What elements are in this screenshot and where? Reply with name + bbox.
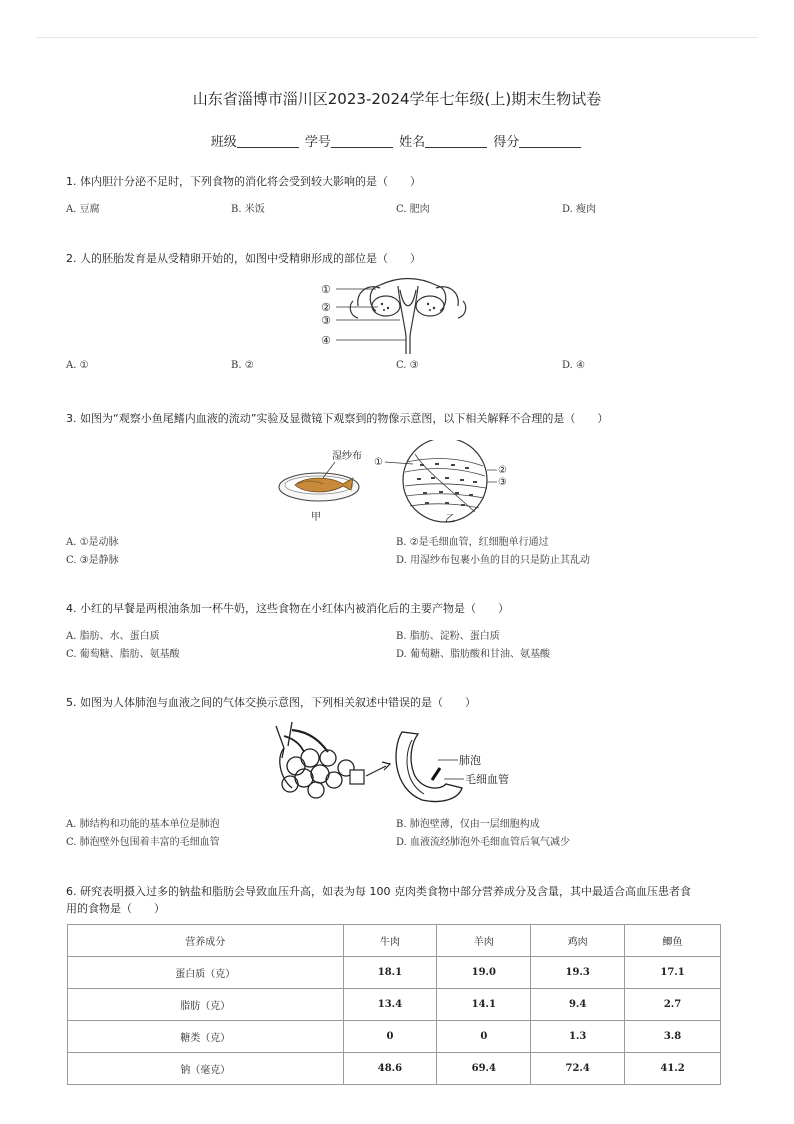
- table-row: [68, 1021, 721, 1053]
- class-label: 班级: [210, 135, 237, 150]
- q2-option-d[interactable]: D. ④: [562, 360, 585, 371]
- header-divider: [36, 37, 758, 38]
- q1-option-d[interactable]: D. 瘦肉: [562, 204, 597, 215]
- table-cell: 72.4: [531, 1053, 625, 1085]
- table-cell: 9.4: [531, 989, 625, 1021]
- question-2-stem: 2. 人的胚胎发育是从受精卵开始的，如图中受精卵形成的部位是（ ）: [66, 252, 421, 265]
- q4-option-c[interactable]: C. 葡萄糖、脂肪、氨基酸: [66, 649, 180, 660]
- q5-option-a[interactable]: A. 肺结构和功能的基本单位是肺泡: [66, 819, 220, 830]
- q3-option-a[interactable]: A. ①是动脉: [66, 537, 119, 548]
- score-label: 得分: [493, 135, 520, 150]
- q3-option-b[interactable]: B. ②是毛细血管，红细胞单行通过: [396, 537, 549, 548]
- fig3-label-1: ①: [374, 457, 383, 468]
- question-1-stem: 1. 体内胆汁分泌不足时，下列食物的消化将会受到较大影响的是（ ）: [66, 175, 421, 188]
- alveolus-gas-exchange-diagram: [262, 718, 532, 810]
- q3-option-c[interactable]: C. ③是静脉: [66, 555, 119, 566]
- table-row-label: 钠（毫克）: [68, 1053, 344, 1085]
- student-id-label: 学号: [304, 135, 331, 150]
- table-cell: 18.1: [343, 957, 437, 989]
- table-header-row: [68, 925, 721, 957]
- fig2-label-4: ④: [321, 334, 331, 347]
- q4-option-b[interactable]: B. 脂肪、淀粉、蛋白质: [396, 631, 500, 642]
- class-blank[interactable]: [237, 135, 299, 148]
- table-cell: 69.4: [437, 1053, 531, 1085]
- table-header-cell: 鲫鱼: [625, 925, 721, 957]
- question-3-stem: 3. 如图为“观察小鱼尾鳍内血液的流动”实验及显微镜下观察到的物像示意图，以下相关解释不合理的是（ ）: [66, 412, 609, 425]
- name-blank[interactable]: [425, 135, 487, 148]
- table-row-label: 蛋白质（克）: [68, 957, 344, 989]
- q4-option-a[interactable]: A. 脂肪、水、蛋白质: [66, 631, 160, 642]
- fig2-label-3: ③: [321, 314, 331, 327]
- table-cell: 17.1: [625, 957, 721, 989]
- q1-option-b[interactable]: B. 米饭: [231, 204, 265, 215]
- table-cell: 0: [343, 1021, 437, 1053]
- uterus-diagram: [318, 276, 494, 356]
- table-cell: 13.4: [343, 989, 437, 1021]
- table-cell: 14.1: [437, 989, 531, 1021]
- fig3-label-3: ③: [498, 477, 507, 488]
- table-cell: 19.3: [531, 957, 625, 989]
- name-label: 姓名: [399, 135, 426, 150]
- page-title: 山东省淄博市淄川区2023-2024学年七年级(上)期末生物试卷: [192, 90, 602, 108]
- fig2-label-1: ①: [321, 283, 331, 296]
- table-cell: 2.7: [625, 989, 721, 1021]
- table-row-label: 糖类（克）: [68, 1021, 344, 1053]
- q2-option-c[interactable]: C. ③: [396, 360, 419, 371]
- q5-option-d[interactable]: D. 血液流经肺泡外毛细血管后氧气减少: [396, 837, 571, 848]
- table-row: [68, 957, 721, 989]
- table-cell: 48.6: [343, 1053, 437, 1085]
- table-cell: 19.0: [437, 957, 531, 989]
- table-header-cell: 营养成分: [68, 925, 344, 957]
- q1-option-a[interactable]: A. 豆腐: [66, 204, 100, 215]
- q2-option-a[interactable]: A. ①: [66, 360, 89, 371]
- table-header-cell: 鸡肉: [531, 925, 625, 957]
- question-4-stem: 4. 小红的早餐是两根油条加一杯牛奶，这些食物在小红体内被消化后的主要产物是（ ）: [66, 602, 509, 615]
- figure-b-label: 乙: [445, 514, 455, 525]
- fig2-label-2: ②: [321, 301, 331, 314]
- capillary-label: 毛细血管: [465, 773, 509, 786]
- table-row-label: 脂肪（克）: [68, 989, 344, 1021]
- student-info-line: [0, 131, 794, 150]
- table-row: [68, 989, 721, 1021]
- table-cell: 41.2: [625, 1053, 721, 1085]
- q4-option-d[interactable]: D. 葡萄糖、脂肪酸和甘油、氨基酸: [396, 649, 551, 660]
- q1-option-c[interactable]: C. 肥肉: [396, 204, 430, 215]
- student-id-blank[interactable]: [331, 135, 393, 148]
- fig3-label-2: ②: [498, 465, 507, 476]
- table-cell: 3.8: [625, 1021, 721, 1053]
- table-row: [68, 1053, 721, 1085]
- score-blank[interactable]: [519, 135, 581, 148]
- question-5-stem: 5. 如图为人体肺泡与血液之间的气体交换示意图，下列相关叙述中错误的是（ ）: [66, 696, 476, 709]
- question-6-stem-line1: 6. 研究表明摄入过多的钠盐和脂肪会导致血压升高，如表为每 100 克肉类食物中部分营养成分及含量，其中最适合高血压患者食: [66, 885, 691, 898]
- wet-gauze-label: 湿纱布: [332, 451, 362, 462]
- table-cell: 1.3: [531, 1021, 625, 1053]
- q2-option-b[interactable]: B. ②: [231, 360, 254, 371]
- q5-option-c[interactable]: C. 肺泡壁外包围着丰富的毛细血管: [66, 837, 220, 848]
- alveolus-label: 肺泡: [459, 754, 481, 767]
- nutrition-table: [67, 924, 721, 1085]
- table-header-cell: 羊肉: [437, 925, 531, 957]
- fish-tail-microscope-diagram: [275, 440, 525, 528]
- table-header-cell: 牛肉: [343, 925, 437, 957]
- q3-option-d[interactable]: D. 用湿纱布包裹小鱼的目的只是防止其乱动: [396, 555, 591, 566]
- question-6-stem-line2: 用的食物是（ ）: [66, 902, 165, 915]
- figure-a-label: 甲: [311, 512, 321, 523]
- q5-option-b[interactable]: B. 肺泡壁薄，仅由一层细胞构成: [396, 819, 540, 830]
- table-cell: 0: [437, 1021, 531, 1053]
